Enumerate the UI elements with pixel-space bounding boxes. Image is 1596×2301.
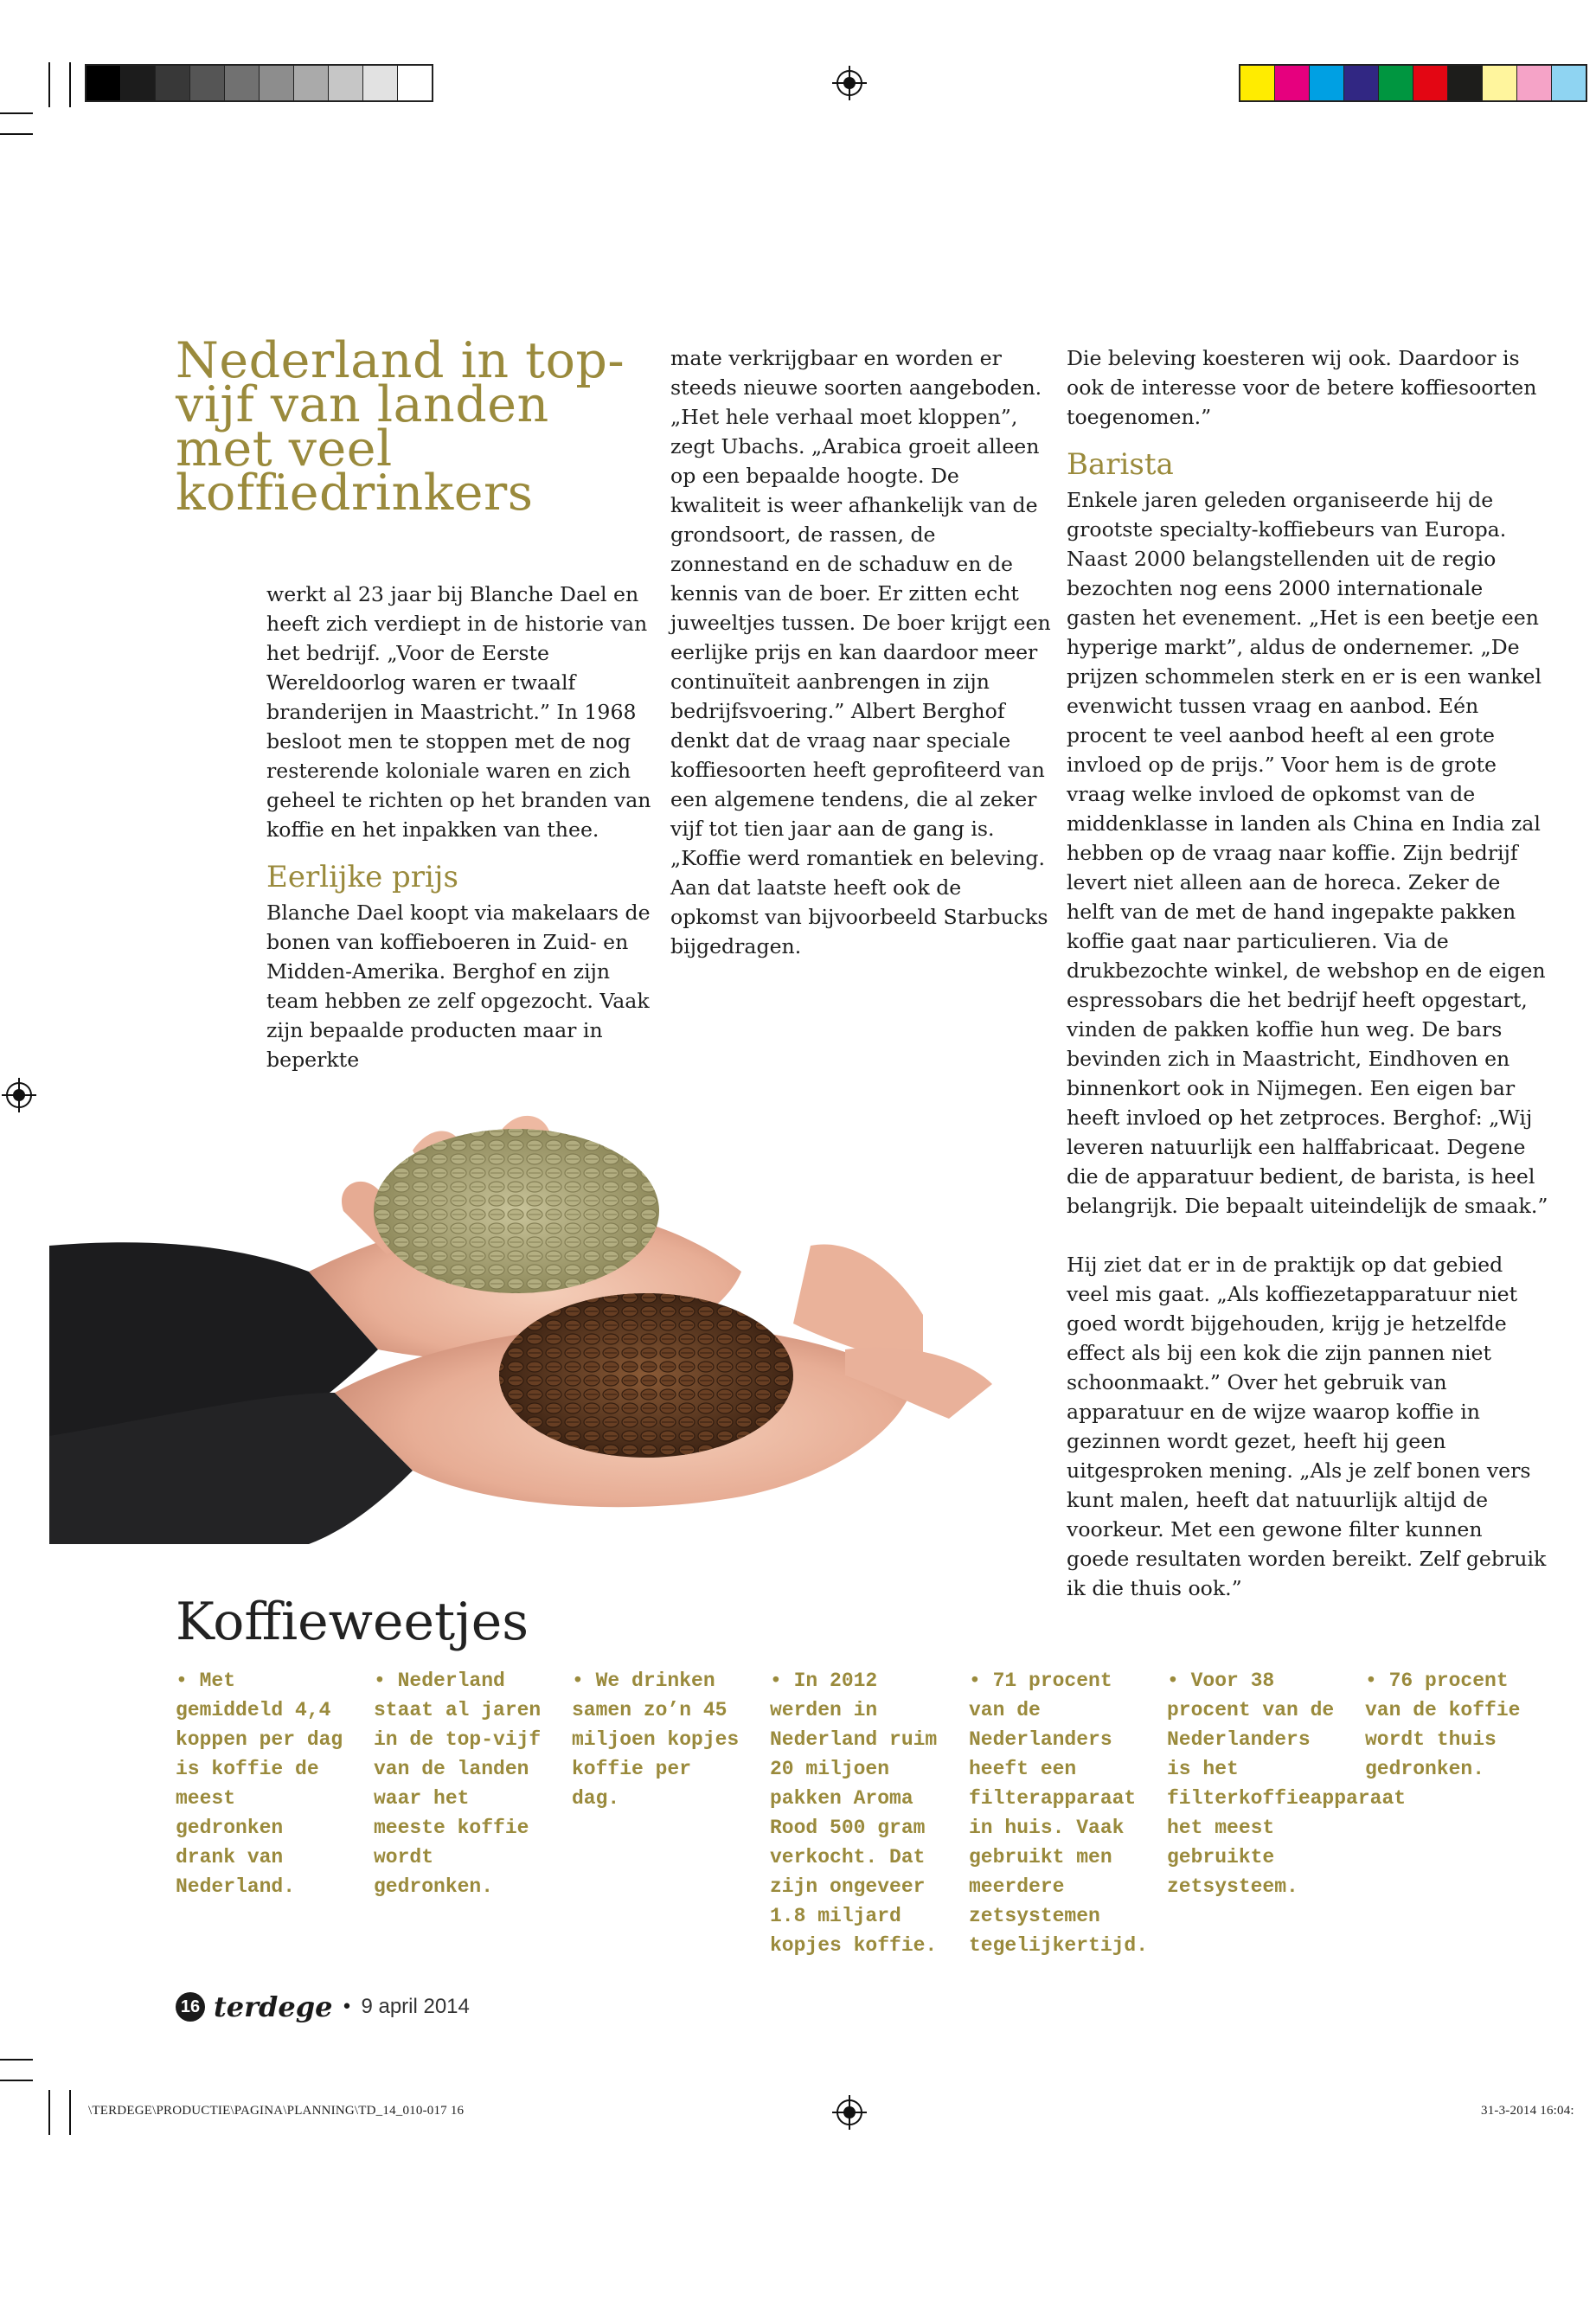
calibration-swatch xyxy=(1552,66,1586,100)
article-column-3 xyxy=(1067,343,1551,1603)
crop-mark xyxy=(0,2059,33,2061)
calibration-swatch xyxy=(1413,66,1448,100)
registration-mark-icon xyxy=(832,66,867,100)
column-3-body: Enkele jaren geleden organiseerde hij de grootste specialty-koffiebeurs van Europa. Naast 2000 belangstellenden uit de regio bezochten nog eens 2000 internationale gasten het evenement. „Het is een beetje een hyperige markt”, aldus de ondernemer. „De prijzen schommelen sterk en er is een wankel evenwicht tussen vraag en aanbod. Eén procent te veel aanbod heeft al een grote invloed op de prijs.” Voor hem is de grote vraag welke invloed de opkomst van de middenklasse in landen als China en India zal hebben op de vraag naar koffie. Zijn bedrijf levert niet alleen aan de horeca. Zeker de helft van de met de hand ingepakte pakken koffie gaat naar particulieren. Via de drukbezochte winkel, de webshop en de eigen espressobars die het bedrijf heeft opgestart, vinden de pakken koffie hun weg. De bars bevinden zich in Maastricht, Eindhoven en binnenkort ook in Nijmegen. Een eigen bar heeft invloed op het zetproces. Berghof: „Wij leveren natuurlijk een halffabricaat. Degene die de apparatuur bedient, de barista, is heel belangrijk. Die bepaalt uiteindelijk de smaak.” xyxy=(1067,488,1548,1218)
column-3-body-continued: Hij ziet dat er in de praktijk op dat gebied veel mis gaat. „Als koffiezetapparatuur niet goed wordt bijgehouden, krijg je hetzelfde effect als bij een kok die zijn pannen niet schoonmaakt.” Over het gebruik van apparatuur en de wijze waarop koffie in gezinnen wordt gezet, heeft hij geen uitgesproken mening. „Als je zelf bonen vers kunt malen, heeft dat natuurlijk altijd de voorkeur. Met een gewone filter kunnen goede resultaten worden bereikt. Zelf gebruik ik die thuis ook.” xyxy=(1067,1253,1547,1600)
subhead-barista: Barista xyxy=(1067,447,1174,482)
facts-title: Koffieweetjes xyxy=(176,1592,529,1652)
calibration-swatch xyxy=(1240,66,1275,100)
calibration-swatch xyxy=(398,66,432,100)
issue-date: 9 april 2014 xyxy=(361,1995,470,2018)
calibration-swatch xyxy=(87,66,121,100)
calibration-swatch xyxy=(1344,66,1379,100)
article-column-2 xyxy=(670,343,1051,961)
calibration-swatch xyxy=(190,66,225,100)
calibration-swatch xyxy=(1310,66,1344,100)
color-calibration-bar xyxy=(1239,64,1587,102)
calibration-swatch xyxy=(260,66,294,100)
gray-calibration-bar xyxy=(85,64,433,102)
fact-item: • In 2012 werden in Nederland ruim 20 miljoen pakken Aroma Rood 500 gram verkocht. Dat zijn ongeveer 1.8 miljard kopjes koffie. xyxy=(770,1670,938,1957)
crop-mark xyxy=(48,2090,50,2135)
publication-logo: terdege xyxy=(214,1990,333,2023)
fact-item: • Voor 38 procent van de Nederlanders is het filterkoffieapparaat het meest gebruikte zetsysteem. xyxy=(1167,1670,1407,1898)
calibration-swatch xyxy=(363,66,398,100)
subhead-eerlijke-prijs: Eerlijke prijs xyxy=(266,860,458,894)
fact-item: • 71 procent van de Nederlanders heeft een filterapparaat in huis. Vaak gebruikt men meerdere zetsystemen tegelijkertijd. xyxy=(969,1670,1149,1957)
article-column-1 xyxy=(266,580,651,1074)
calibration-swatch xyxy=(225,66,260,100)
calibration-swatch xyxy=(1483,66,1517,100)
calibration-swatch xyxy=(329,66,363,100)
column-3-intro: Die beleving koesteren wij ook. Daardoor is ook de interesse voor de betere koffiesoorten toegenomen.” xyxy=(1067,346,1537,429)
column-2-body: mate verkrijgbaar en worden er steeds nieuwe soorten aangeboden. „Het hele verhaal moet kloppen”, zegt Ubachs. „Arabica groeit alleen op een bepaalde hoogte. De kwaliteit is weer afhankelijk van de grondsoort, de rassen, de zonnestand en de schaduw en de kennis van de boer. Er zitten echt juweeltjes tussen. De boer krijgt een eerlijke prijs en kan daardoor meer continuïteit aanbrengen in zijn bedrijfsvoering.” Albert Berghof denkt dat de vraag naar speciale koffiesoorten heeft geprofiteerd van een algemene tendens, die al zeker vijf tot tien jaar aan de gang is. „Koffie werd romantiek en beleving. Aan dat laatste heeft ook de opkomst van bijvoorbeeld Starbucks bijgedragen. xyxy=(670,346,1051,958)
column-1-intro: werkt al 23 jaar bij Blanche Dael en heeft zich verdiept in de historie van het bedrijf. „Voor de Eerste Wereldoorlog waren er twaalf branderijen in Maastricht.” In 1968 besloot men te stoppen met de nog resterende koloniale waren en zich geheel te richten op het branden van koffie en het inpakken van thee. xyxy=(266,582,651,842)
fact-item: • 76 procent van de koffie wordt thuis gedronken. xyxy=(1365,1670,1521,1780)
column-1-body: Blanche Dael koopt via makelaars de bonen van koffieboeren in Zuid- en Midden-Amerika. Berghof en zijn team hebben ze zelf opgezocht. Vaak zijn bepaalde producten maar in beperkte xyxy=(266,901,651,1072)
page-number: 16 xyxy=(176,1992,205,2022)
crop-mark xyxy=(0,133,33,135)
calibration-swatch xyxy=(1517,66,1552,100)
calibration-swatch xyxy=(1379,66,1413,100)
registration-mark-icon xyxy=(2,1078,36,1112)
article-headline: Nederland in top-vijf van landen met veel koffiedrinkers xyxy=(176,332,625,522)
crop-mark xyxy=(0,112,33,114)
crop-mark xyxy=(0,2080,33,2081)
fact-item: • We drinken samen zo’n 45 miljoen kopjes koffie per dag. xyxy=(572,1670,740,1810)
page-footer xyxy=(176,1990,470,2024)
calibration-swatch xyxy=(294,66,329,100)
fact-item: • Nederland staat al jaren in de top-vijf van de landen waar het meeste koffie wordt gedronken. xyxy=(374,1670,542,1898)
calibration-swatch xyxy=(1275,66,1310,100)
crop-mark xyxy=(69,2090,71,2135)
registration-mark-icon xyxy=(832,2095,867,2130)
crop-mark xyxy=(48,62,50,107)
calibration-swatch xyxy=(156,66,190,100)
calibration-swatch xyxy=(121,66,156,100)
calibration-swatch xyxy=(1448,66,1483,100)
slug-timestamp: 31-3-2014 16:04: xyxy=(1481,2104,1574,2118)
slug-path: \TERDEGE\PRODUCTIE\PAGINA\PLANNING\TD_14_010-017 16 xyxy=(88,2104,465,2118)
footer-bullet: • xyxy=(341,1996,353,2018)
fact-item: • Met gemiddeld 4,4 koppen per dag is koffie de meest gedronken drank van Nederland. xyxy=(176,1670,343,1898)
crop-mark xyxy=(69,62,71,107)
